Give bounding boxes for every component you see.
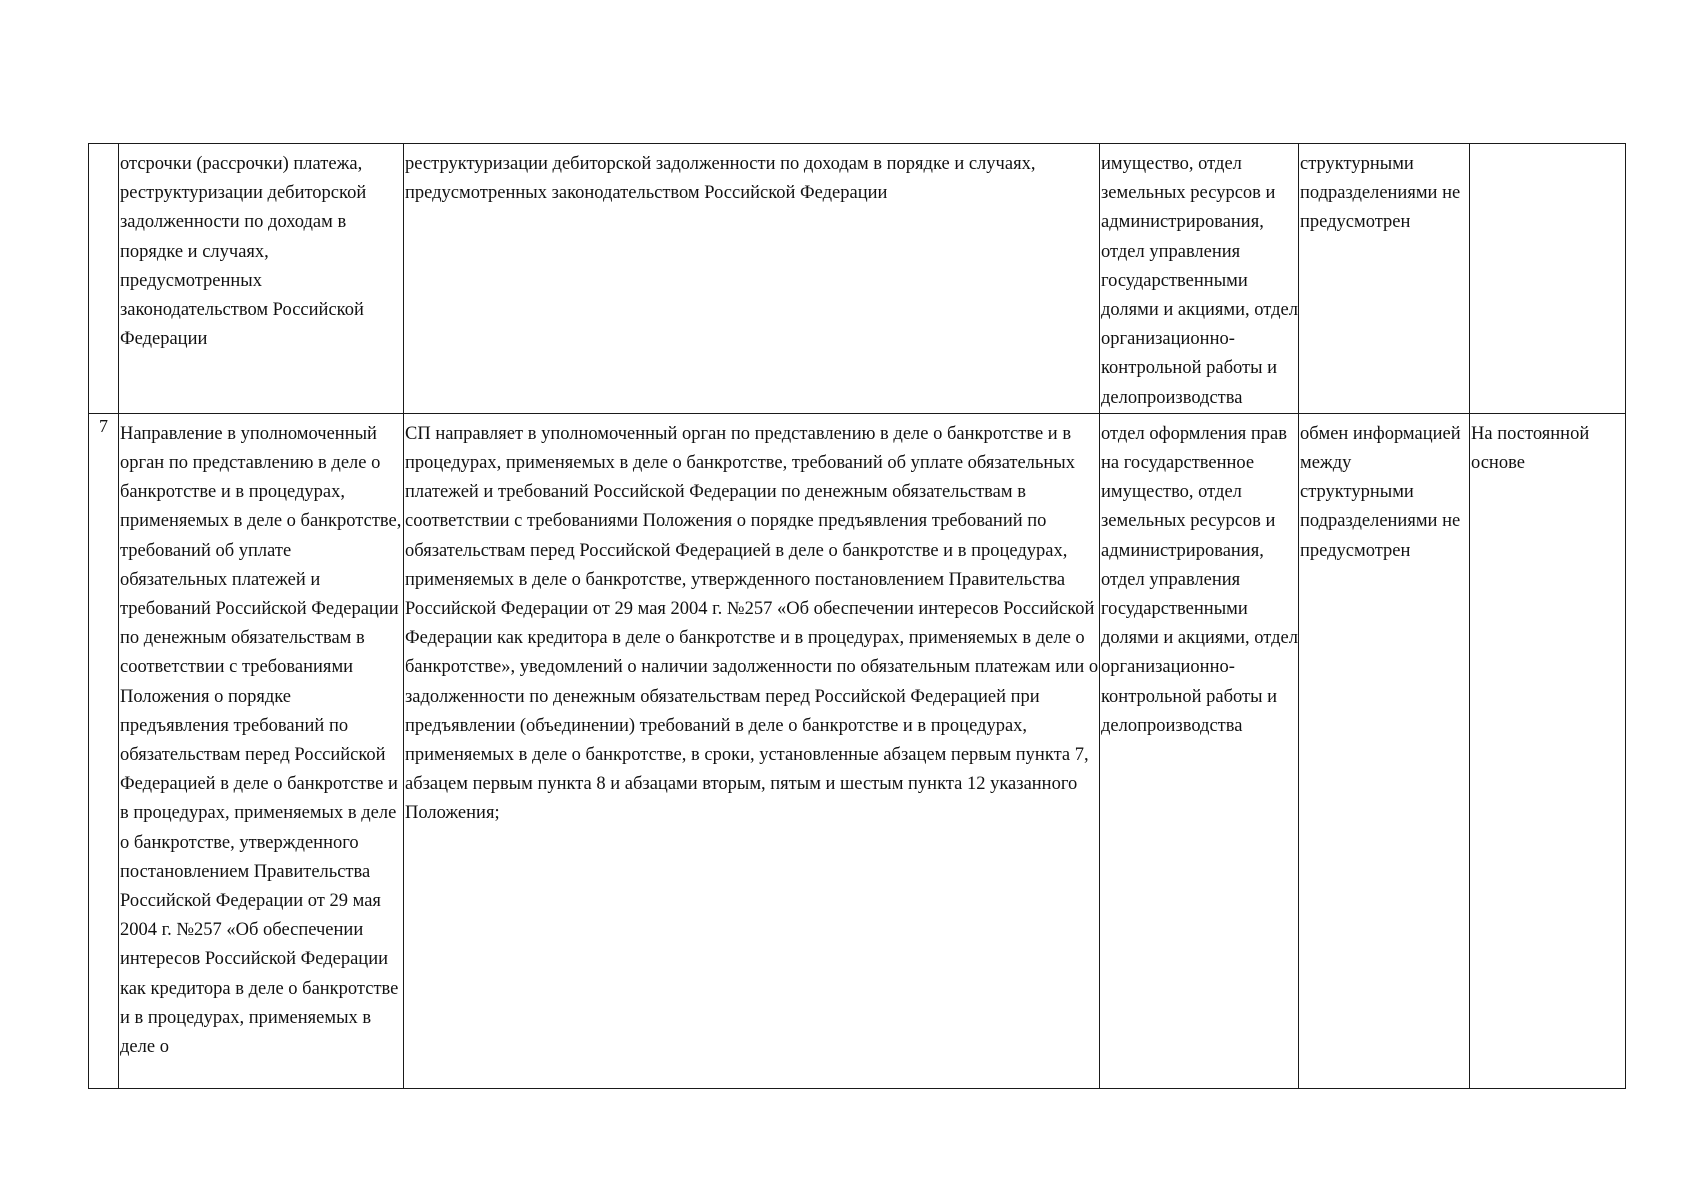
item-name: отсрочки (рассрочки) платежа, реструктуризации дебиторской задолженности по доходам в порядке и случаях, предусмотренных законодательством Российской Федерации xyxy=(120,154,367,350)
item-name: Направление в уполномоченный орган по представлению в деле о банкротстве и в процедурах, применяемых в деле о банкротстве, требований об уплате обязательных платежей и требований Российской Федерации по денежным обязательствам в соответствии с требованиями Положения о порядке предъявления требований по обязательствам перед Российской Федерацией в деле о банкротстве и в процедурах, применяемых в деле о банкротстве, утвержденного постановлением Правительства Российской Федерации от 29 мая 2004 г. №257 «Об обеспечении интересов Российской Федерации как кредитора в деле о банкротстве и в процедурах, применяемых в деле о xyxy=(120,423,402,1058)
item-description-cell xyxy=(404,413,1100,1088)
row-number: 7 xyxy=(99,415,108,436)
row-number-cell xyxy=(89,413,119,1088)
item-description: СП направляет в уполномоченный орган по представлению в деле о банкротстве и в процедурах, применяемых в деле о банкротстве, требований об уплате обязательных платежей и требований Российской Федерации по денежным обязательствам в соответствии с требованиями Положения о порядке предъявления требований по обязательствам перед Российской Федерацией в деле о банкротстве и в процедурах, применяемых в деле о банкротстве, утвержденного постановлением Правительства Российской Федерации от 29 мая 2004 г. №257 «Об обеспечении интересов Российской Федерации как кредитора в деле о банкротстве и в процедурах, применяемых в деле о банкротстве», уведомлений о наличии задолженности по обязательным платежам или о задолженности по денежным обязательствам перед Российской Федерацией при предъявлении (объединении) требований в деле о банкротстве и в процедурах, применяемых в деле о банкротстве, в сроки, установленные абзацем первым пункта 7, абзацем первым пункта 8 и абзацами вторым, пятым и шестым пункта 12 указанного Положения; xyxy=(405,423,1099,824)
item-name-cell xyxy=(119,413,404,1088)
item-name-cell xyxy=(119,144,404,414)
responsible-units: отдел оформления прав на государственное имущество, отдел земельных ресурсов и администрирования, отдел управления государственными долями и акциями, отдел организационно-контрольной работы и делопроизводства xyxy=(1101,423,1298,736)
item-description: реструктуризации дебиторской задолженности по доходам в порядке и случаях, предусмотренных законодательством Российской Федерации xyxy=(405,154,1036,204)
responsible-cell xyxy=(1100,413,1299,1088)
exchange-cell xyxy=(1299,413,1470,1088)
exchange-cell xyxy=(1299,144,1470,414)
information-exchange: структурными подразделениями не предусмотрен xyxy=(1300,154,1461,233)
period: На постоянной основе xyxy=(1471,423,1590,474)
period-cell xyxy=(1470,144,1626,414)
information-exchange: обмен информацией между структурными подразделениями не предусмотрен xyxy=(1300,423,1461,561)
table-row xyxy=(89,144,1626,414)
responsible-cell xyxy=(1100,144,1299,414)
document-table xyxy=(88,143,1626,1089)
responsible-units: имущество, отдел земельных ресурсов и администрирования, отдел управления государственными долями и акциями, отдел организационно-контрольной работы и делопроизводства xyxy=(1101,154,1298,408)
period-cell xyxy=(1470,413,1626,1088)
period xyxy=(1470,144,1625,150)
table-row xyxy=(89,413,1626,1088)
item-description-cell xyxy=(404,144,1100,414)
row-number-cell xyxy=(89,144,119,414)
